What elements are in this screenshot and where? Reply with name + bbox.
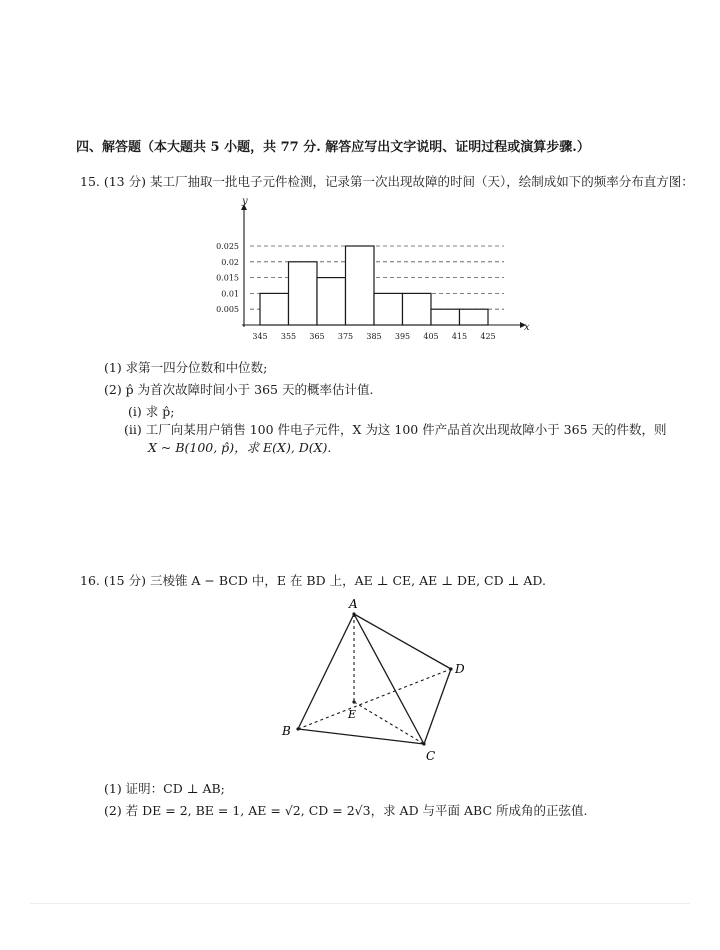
section-header: 四、解答题（本大题共 5 小题，共 77 分. 解答应写出文字说明、证明过程或演算步骤.） — [76, 140, 590, 155]
x-tick-label-6: 405 — [423, 332, 439, 341]
histogram-bar-0 — [260, 293, 289, 325]
q15-stem: 15. (13 分) 某工厂抽取一批电子元件检测，记录第一次出现故障的时间（天），绘制成如下的频率分布直方图： — [80, 174, 694, 189]
tetrahedron-diagram — [276, 594, 476, 769]
x-tick-label-5: 395 — [394, 332, 411, 341]
x-tick-label-7: 415 — [451, 332, 468, 341]
point-b — [296, 727, 299, 730]
q15-part2-ii-line2: X ~ B(100, p̂)，求 E(X), D(X). — [148, 440, 332, 455]
histogram-bar-2 — [317, 278, 346, 325]
y-tick-label-3: 0.02 — [221, 257, 239, 267]
q15-part2-ii-line1: (ii) 工厂向某用户销售 100 件电子元件，X 为这 100 件产品首次出现故障小于 365 天的件数，则 — [124, 422, 667, 437]
y-tick-label-2: 0.015 — [216, 273, 239, 283]
q16-part2: (2) 若 DE = 2, BE = 1, AE = √2, CD = 2√3，求 AD 与平面 ABC 所成角的正弦值. — [104, 803, 588, 818]
x-tick-label-4: 385 — [366, 332, 382, 341]
q15-part2: (2) p̂ 为首次故障时间小于 365 天的概率估计值. — [104, 382, 374, 397]
q15-part1: (1) 求第一四分位数和中位数; — [104, 360, 268, 375]
y-tick-label-1: 0.01 — [221, 289, 239, 299]
label-e: E — [348, 708, 357, 721]
histogram-bar-3 — [346, 246, 375, 325]
edge-ec-dashed — [354, 702, 424, 744]
y-tick-label-4: 0.025 — [216, 242, 239, 251]
y-tick-label-0: 0.005 — [216, 305, 239, 315]
edge-bd-dashed — [298, 669, 451, 729]
histogram-chart — [208, 198, 538, 348]
label-a: A — [349, 597, 358, 611]
point-a — [352, 612, 355, 615]
point-c — [422, 742, 425, 745]
histogram-bar-4 — [374, 293, 403, 325]
x-tick-label-2: 365 — [309, 332, 325, 341]
q16-part1: (1) 证明：CD ⊥ AB; — [104, 781, 225, 796]
point-d — [449, 667, 452, 670]
x-tick-label-1: 355 — [280, 332, 297, 341]
label-d: D — [455, 662, 465, 676]
x-axis-label: x — [524, 322, 530, 333]
edge-bc — [298, 729, 424, 744]
q15-part2-i: (i) 求 p̂; — [128, 404, 175, 419]
label-c: C — [426, 749, 436, 763]
x-tick-label-3: 375 — [337, 332, 354, 341]
x-tick-label-8: 425 — [480, 332, 496, 341]
histogram-bar-7 — [460, 309, 489, 325]
point-e — [352, 700, 355, 703]
histogram-bar-5 — [403, 293, 432, 325]
label-b: B — [282, 724, 291, 738]
edge-cd — [424, 669, 451, 744]
histogram-bar-1 — [289, 262, 318, 325]
y-axis-label: y — [242, 198, 248, 207]
edge-ab — [298, 614, 357, 729]
page-bottom-rule — [30, 903, 690, 904]
histogram-bar-6 — [431, 309, 460, 325]
q16-stem: 16. (15 分) 三棱锥 A − BCD 中，E 在 BD 上，AE ⊥ CE, AE ⊥ DE, CD ⊥ AD. — [80, 573, 546, 588]
x-tick-label-0: 345 — [252, 332, 268, 341]
